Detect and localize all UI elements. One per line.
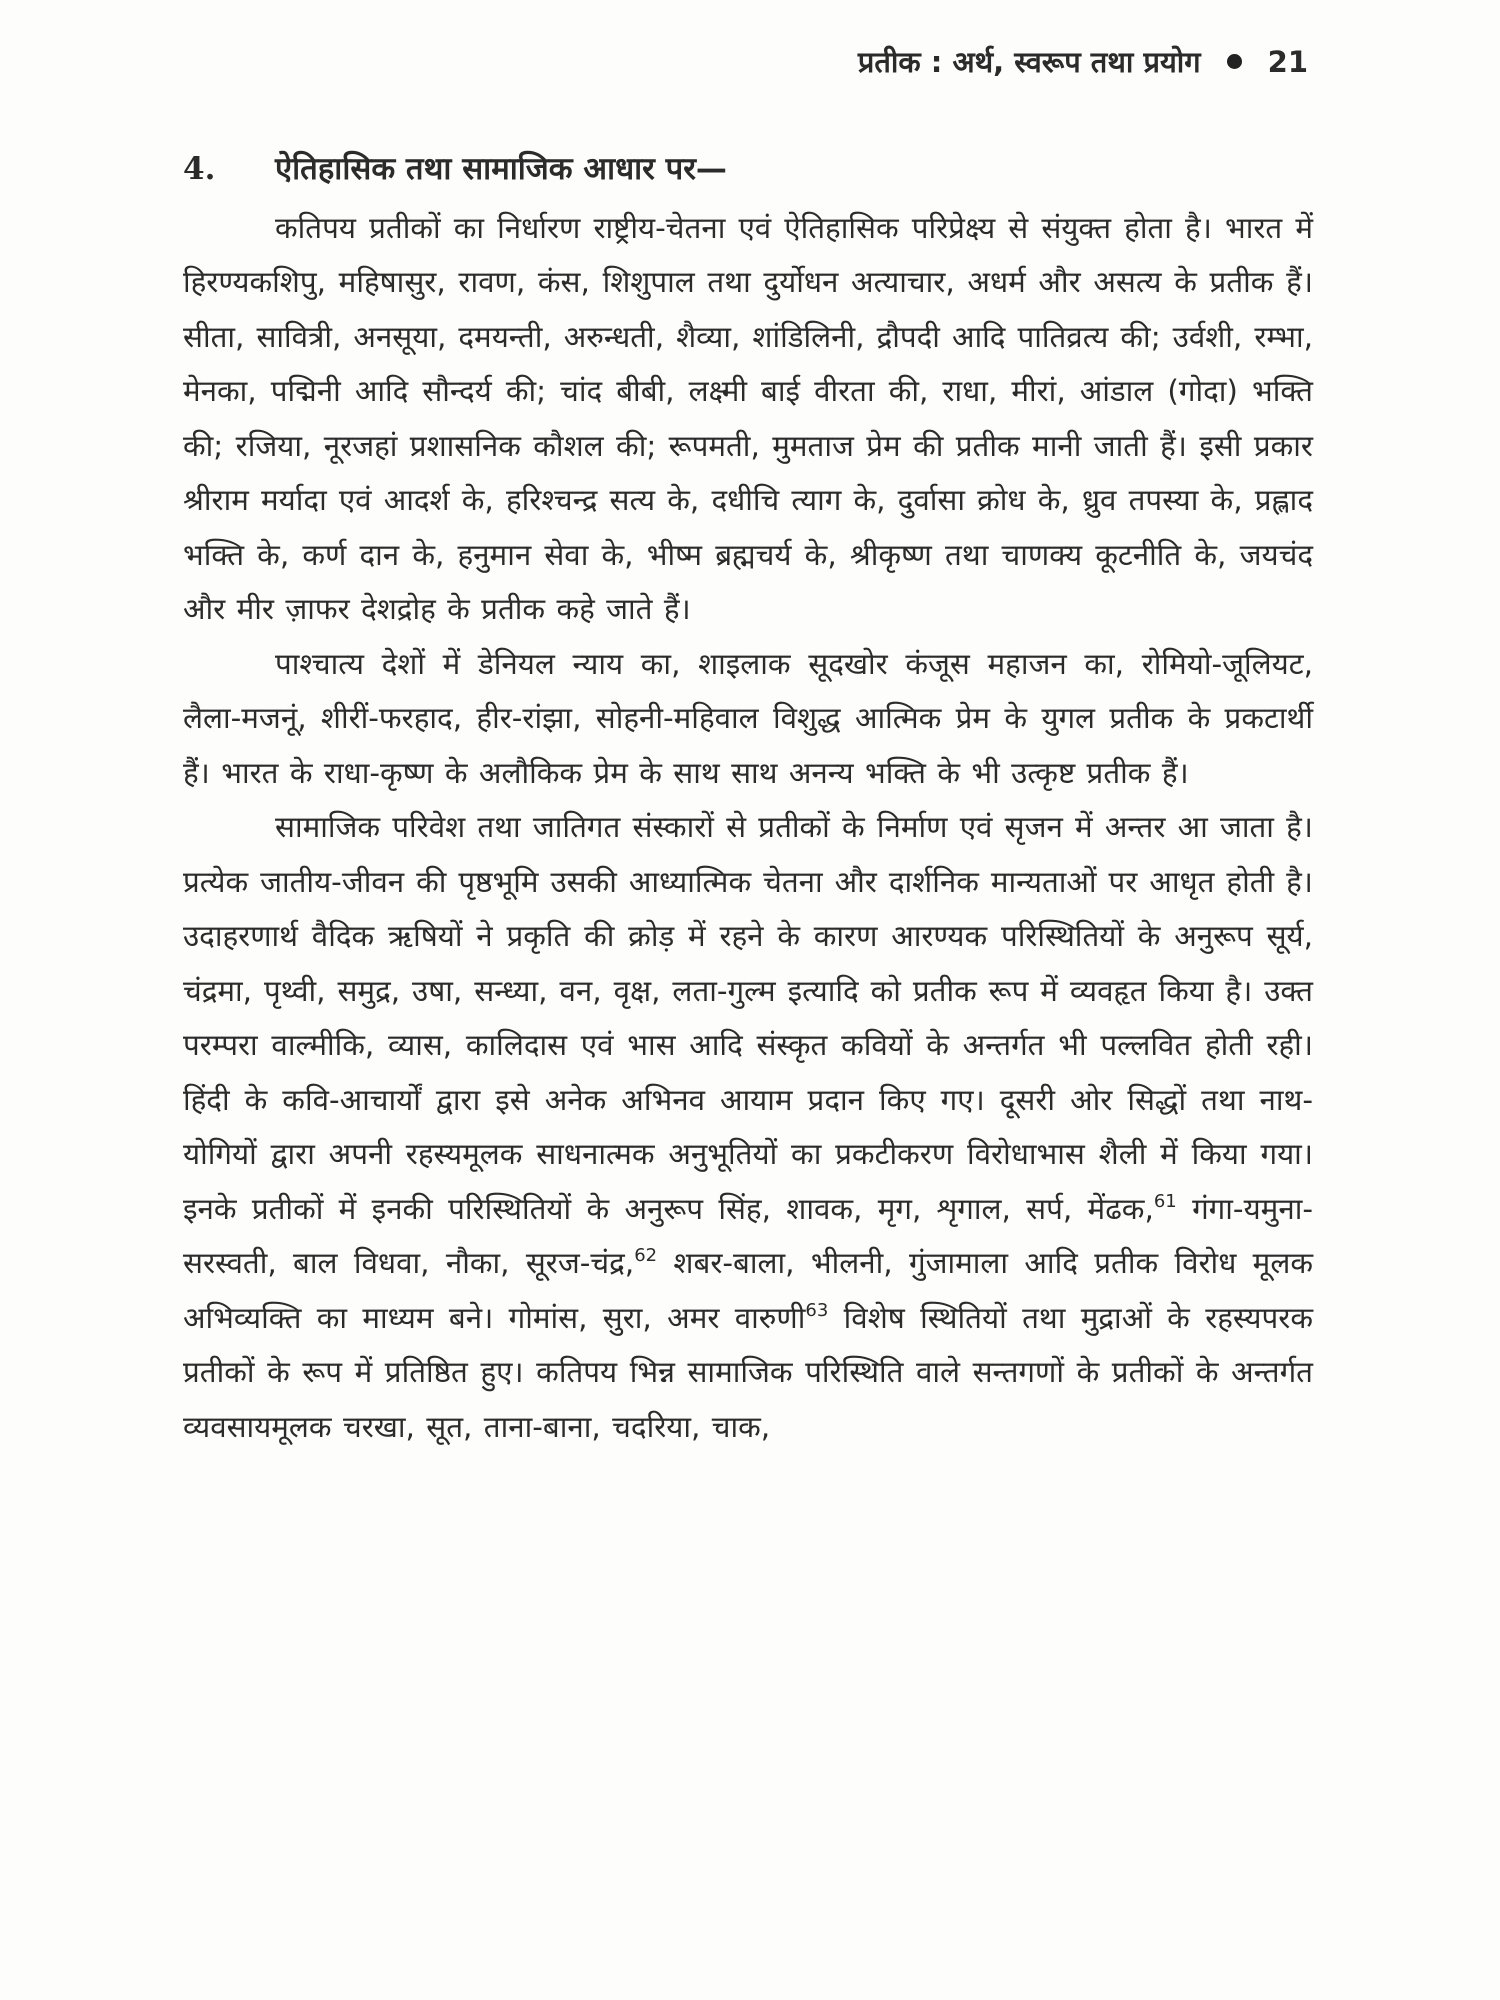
page-number: 21	[1267, 44, 1308, 79]
running-header-title: प्रतीक : अर्थ, स्वरूप तथा प्रयोग	[857, 45, 1201, 79]
footnote-ref-61: 61	[1153, 1190, 1177, 1212]
section-title: ऐतिहासिक तथा सामाजिक आधार पर—	[275, 151, 727, 187]
page-content	[183, 142, 1313, 1454]
running-header	[858, 42, 1308, 81]
paragraph-3-text-d: विशेष स्थितियों तथा मुद्राओं के रहस्यपरक प्रतीकों के रूप में प्रतिष्ठित हुए। कतिपय भिन्न सामाजिक परिस्थिति वाले सन्तगणों के प्रतीकों के अन्तर्गत व्यवसायमूलक चरखा, सूत, ताना-बाना, चदरिया, चाक,	[183, 1300, 1313, 1444]
footnote-ref-63: 63	[805, 1299, 829, 1321]
section-heading	[183, 142, 1313, 197]
paragraph-2: पाश्चात्य देशों में डेनियल न्याय का, शाइलाक सूदखोर कंजूस महाजन का, रोमियो-जूलियट, लैला-मजनूं, शीरीं-फरहाद, हीर-रांझा, सोहनी-महिवाल विशुद्ध आत्मिक प्रेम के युगल प्रतीक के प्रकटार्थी हैं। भारत के राधा-कृष्ण के अलौकिक प्रेम के साथ साथ अनन्य भक्ति के भी उत्कृष्ट प्रतीक हैं।	[183, 646, 1313, 790]
paragraph-1: कतिपय प्रतीकों का निर्धारण राष्ट्रीय-चेतना एवं ऐतिहासिक परिप्रेक्ष्य से संयुक्त होता है। भारत में हिरण्यकशिपु, महिषासुर, रावण, कंस, शिशुपाल तथा दुर्योधन अत्याचार, अधर्म और असत्य के प्रतीक हैं। सीता, सावित्री, अनसूया, दमयन्ती, अरुन्धती, शैव्या, शांडिलिनी, द्रौपदी आदि पातिव्रत्य की; उर्वशी, रम्भा, मेनका, पद्मिनी आदि सौन्दर्य की; चांद बीबी, लक्ष्मी बाई वीरता की, राधा, मीरां, आंडाल (गोदा) भक्ति की; रजिया, नूरजहां प्रशासनिक कौशल की; रूपमती, मुमताज प्रेम की प्रतीक मानी जाती हैं। इसी प्रकार श्रीराम मर्यादा एवं आदर्श के, हरिश्चन्द्र सत्य के, दधीचि त्याग के, दुर्वासा क्रोध के, ध्रुव तपस्या के, प्रह्लाद भक्ति के, कर्ण दान के, हनुमान सेवा के, भीष्म ब्रह्मचर्य के, श्रीकृष्ण तथा चाणक्य कूटनीति के, जयचंद और मीर ज़ाफर देशद्रोह के प्रतीक कहे जाते हैं।	[183, 210, 1313, 626]
paragraph-3-text-c: शबर-बाला, भीलनी, गुंजामाला आदि प्रतीक विरोध मूलक अभिव्यक्ति का माध्यम बने। गोमांस, सुरा, अमर वारुणी	[183, 1246, 1313, 1335]
section-number: 4.	[183, 151, 216, 187]
paragraph-3	[183, 800, 1313, 1454]
footnote-ref-62: 62	[634, 1245, 658, 1266]
paragraph-3-text-b: गंगा-यमुना-सरस्वती, बाल विधवा, नौका, सूरज-चंद्र,	[183, 1191, 1313, 1280]
paragraph-3-text-a: सामाजिक परिवेश तथा जातिगत संस्कारों से प्रतीकों के निर्माण एवं सृजन में अन्तर आ जाता है। प्रत्येक जातीय-जीवन की पृष्ठभूमि उसकी आध्यात्मिक चेतना और दार्शनिक मान्यताओं पर आधृत होती है। उदाहरणार्थ वैदिक ऋषियों ने प्रकृति की क्रोड़ में रहने के कारण आरण्यक परिस्थितियों के अनुरूप सूर्य, चंद्रमा, पृथ्वी, समुद्र, उषा, सन्ध्या, वन, वृक्ष, लता-गुल्म इत्यादि को प्रतीक रूप में व्यवहृत किया है। उक्त परम्परा वाल्मीकि, व्यास, कालिदास एवं भास आदि संस्कृत कवियों के अन्तर्गत भी पल्लवित होती रही। हिंदी के कवि-आचार्यों द्वारा इसे अनेक अभिनव आयाम प्रदान किए गए। दूसरी ओर सिद्धों तथा नाथ-योगियों द्वारा अपनी रहस्यमूलक साधनात्मक अनुभूतियों का प्रकटीकरण विरोधाभास शैली में किया गया। इनके प्रतीकों में इनकी परिस्थितियों के अनुरूप सिंह, शावक, मृग, शृगाल, सर्प, मेंढक,	[183, 810, 1313, 1226]
bullet-dot-icon	[1227, 54, 1242, 69]
